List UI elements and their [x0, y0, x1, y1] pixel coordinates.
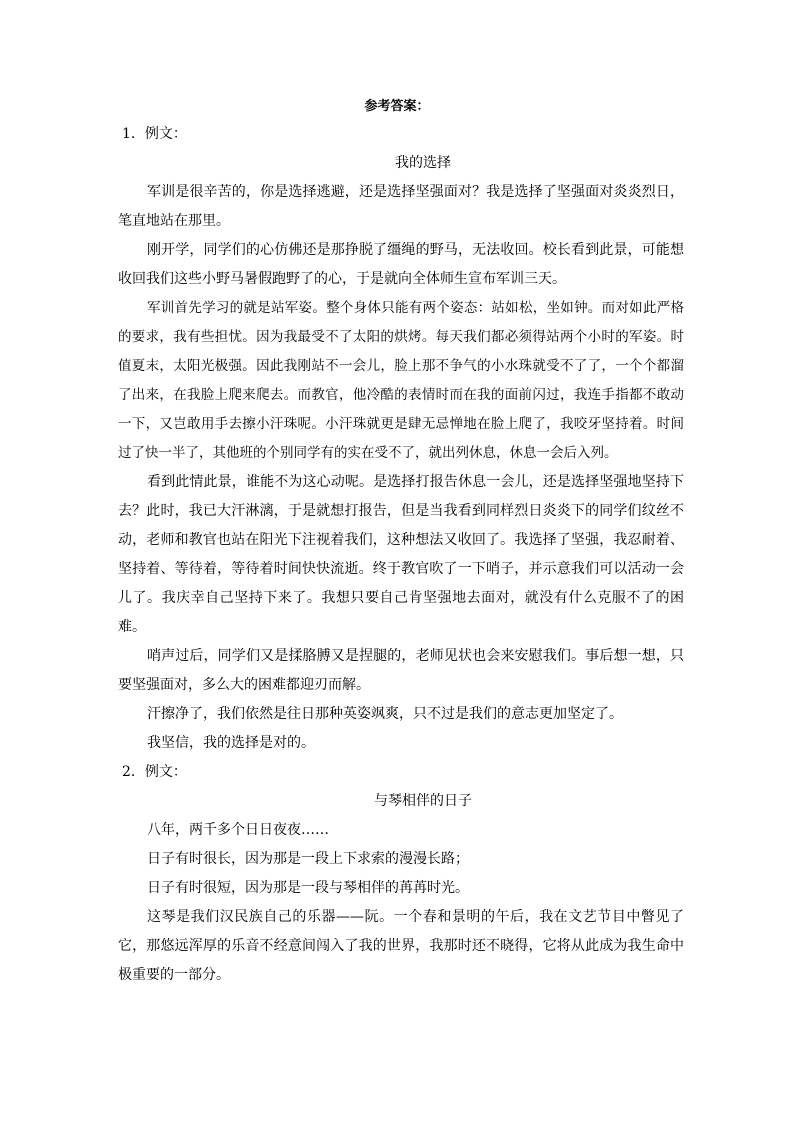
answer-label: 1．例文： — [122, 126, 187, 142]
essay-paragraph: 看到此情此景，谁能不为这心动呢。是选择打报告休息一会儿，还是选择坚强地坚持下去？此时，我已大汗淋漓，于是就想打报告，但是当我看到同样烈日炎炎下的同学们纹丝不动，老师和教官也站在阳光下注视着我们，这种想法又收回了。我选择了坚强，我忍耐着、坚持着、等待着，等待着时间快快流逝。终于教官吹了一下哨子，并示意我们可以活动一会儿了。我庆幸自己坚持下来了。我想只要自己肯坚强地去面对，就没有什么克服不了的困难。 — [118, 474, 684, 635]
essay-paragraph: 军训首先学习的就是站军姿。整个身体只能有两个姿态：站如松，坐如钟。而对如此严格的要求，我有些担忧。因为我最受不了太阳的烘烤。每天我们都必须得站两个小时的军姿。时值夏末，太阳光极强。因此我刚站不一会儿，脸上那不争气的小水珠就受不了了，一个个都溜了出来，在我脸上爬来爬去。而教官，他冷酷的表情时而在我的面前闪过，我连手指都不敢动一下，又岂敢用手去擦小汗珠呢。小汗珠就更是肆无忌惮地在脸上爬了，我咬牙坚持着。时间过了快一半了，其他班的个别同学有的实在受不了，就出列休息，休息一会后入列。 — [118, 300, 684, 461]
essay-paragraph: 八年，两千多个日日夜夜…… — [147, 822, 329, 838]
answer-2 — [118, 758, 684, 990]
answer-label: 2．例文： — [122, 764, 187, 780]
essay-title: 我的选择 — [395, 155, 451, 171]
essay-paragraph: 我坚信，我的选择是对的。 — [147, 735, 315, 751]
answer-header: 参考答案： — [364, 99, 430, 114]
essay-paragraph: 军训是很辛苦的，你是选择逃避，还是选择坚强面对？我是选择了坚强面对炎炎烈日，笔直地站在那里。 — [118, 184, 684, 229]
essay-paragraph: 这琴是我们汉民族自己的乐器——阮。一个春和景明的午后，我在文艺节目中瞥见了它，那悠远浑厚的乐音不经意间闯入了我的世界，我那时还不晓得，它将从此成为我生命中极重要的一部分。 — [118, 909, 684, 983]
essay-paragraph: 日子有时很长，因为那是一段上下求索的漫漫长路； — [147, 851, 469, 867]
answers-content — [118, 120, 684, 990]
essay-title: 与琴相伴的日子 — [374, 793, 472, 809]
answer-1 — [118, 120, 684, 758]
essay-paragraph: 日子有时很短，因为那是一段与琴相伴的苒苒时光。 — [147, 880, 469, 896]
essay-paragraph: 刚开学，同学们的心仿佛还是那挣脱了缰绳的野马，无法收回。校长看到此景，可能想收回我们这些小野马暑假跑野了的心，于是就向全体师生宣布军训三天。 — [118, 242, 684, 287]
essay-paragraph: 汗擦净了，我们依然是往日那种英姿飒爽，只不过是我们的意志更加坚定了。 — [147, 706, 623, 722]
essay-paragraph: 哨声过后，同学们又是揉胳膊又是捏腿的，老师见状也会来安慰我们。事后想一想，只要坚强面对，多么大的困难都迎刃而解。 — [118, 648, 684, 693]
